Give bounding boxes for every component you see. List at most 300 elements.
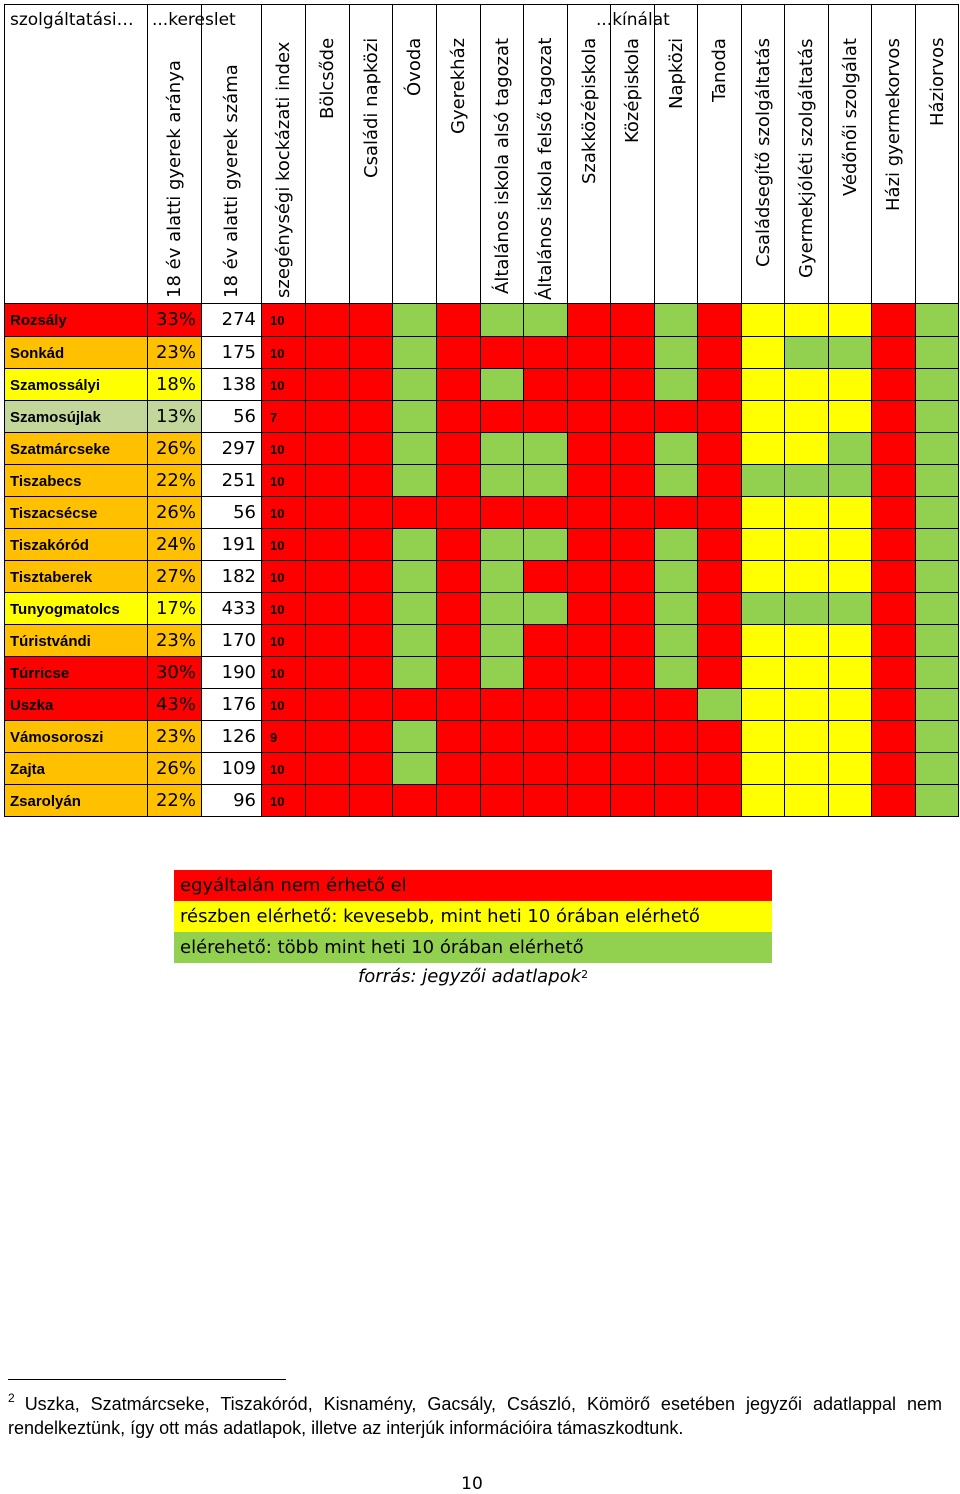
poverty-index-value: 7 (270, 410, 278, 425)
service-availability-cell (481, 433, 524, 465)
poverty-index-value: 10 (270, 474, 285, 489)
column-header: Gyermekjóléti szolgáltatás (796, 38, 817, 278)
service-availability-cell (655, 689, 698, 721)
service-availability-cell (568, 497, 611, 529)
service-availability-cell (611, 785, 655, 817)
service-availability-cell (350, 369, 393, 401)
service-availability-cell (568, 401, 611, 433)
poverty-index-value: 10 (270, 602, 285, 617)
child-share-value: 23% (155, 342, 196, 363)
service-availability-cell (481, 529, 524, 561)
footnote-rule (8, 1379, 286, 1380)
service-availability-cell (481, 721, 524, 753)
service-availability-cell (306, 369, 350, 401)
child-share-value: 13% (155, 406, 196, 427)
service-availability-cell (306, 593, 350, 625)
column-header: Házi gyermekorvos (883, 38, 904, 211)
service-availability-cell (742, 625, 785, 657)
service-availability-cell (306, 625, 350, 657)
column-header: Középiskola (622, 37, 643, 143)
service-availability-cell (481, 369, 524, 401)
header-cell (4, 4, 148, 304)
service-availability-cell (611, 433, 655, 465)
column-header: 18 év alatti gyerek aránya (164, 60, 185, 298)
service-availability-cell (306, 401, 350, 433)
service-availability-cell (481, 657, 524, 689)
poverty-index-value: 10 (270, 506, 285, 521)
service-availability-cell (437, 497, 481, 529)
service-availability-cell (568, 721, 611, 753)
service-availability-cell (437, 625, 481, 657)
service-availability-cell (393, 593, 437, 625)
service-availability-cell (350, 337, 393, 369)
column-header: Védőnői szolgálat (839, 38, 861, 196)
child-count-value: 109 (221, 758, 256, 779)
service-availability-cell (872, 561, 916, 593)
service-availability-cell (568, 304, 611, 337)
child-count-value: 126 (221, 726, 256, 747)
service-availability-cell (698, 337, 742, 369)
service-availability-cell (437, 529, 481, 561)
service-availability-cell (306, 465, 350, 497)
service-availability-cell (785, 337, 829, 369)
header-demand-label: ...kereslet (152, 10, 236, 30)
municipality-name: Tunyogmatolcs (10, 601, 120, 618)
service-availability-cell (655, 561, 698, 593)
service-availability-cell (785, 657, 829, 689)
child-count-value: 175 (221, 342, 256, 363)
service-availability-cell (742, 497, 785, 529)
service-availability-cell (611, 497, 655, 529)
poverty-index-value: 10 (270, 378, 285, 393)
municipality-name: Zsarolyán (10, 793, 81, 810)
service-availability-cell (481, 689, 524, 721)
service-availability-cell (785, 625, 829, 657)
service-availability-cell (655, 529, 698, 561)
service-availability-cell (524, 497, 568, 529)
service-availability-cell (568, 785, 611, 817)
poverty-index-cell (262, 721, 306, 753)
service-availability-cell (655, 625, 698, 657)
service-availability-cell (350, 657, 393, 689)
service-availability-cell (524, 337, 568, 369)
child-share-value: 17% (155, 598, 196, 619)
child-count-value: 297 (221, 438, 256, 459)
service-availability-cell (785, 497, 829, 529)
service-availability-cell (698, 433, 742, 465)
service-availability-cell (524, 529, 568, 561)
service-availability-cell (350, 593, 393, 625)
service-availability-cell (742, 304, 785, 337)
service-availability-cell (785, 785, 829, 817)
child-count-value: 433 (221, 598, 256, 619)
child-share-value: 26% (155, 758, 196, 779)
service-availability-cell (872, 785, 916, 817)
service-availability-cell (611, 561, 655, 593)
service-availability-cell (916, 401, 959, 433)
service-availability-cell (698, 304, 742, 337)
service-availability-cell (742, 401, 785, 433)
service-availability-cell (742, 657, 785, 689)
service-availability-cell (655, 401, 698, 433)
service-availability-cell (916, 529, 959, 561)
poverty-index-value: 9 (270, 730, 278, 745)
municipality-name: Sonkád (10, 345, 65, 362)
service-availability-cell (829, 304, 872, 337)
column-header: Napközi (665, 37, 687, 109)
child-share-value: 22% (155, 470, 196, 491)
service-availability-cell (393, 785, 437, 817)
service-availability-cell (916, 497, 959, 529)
service-availability-cell (437, 337, 481, 369)
service-availability-cell (829, 433, 872, 465)
service-availability-cell (829, 721, 872, 753)
service-availability-cell (350, 753, 393, 785)
municipality-name: Rozsály (10, 312, 67, 329)
service-availability-cell (698, 625, 742, 657)
service-availability-cell (568, 625, 611, 657)
service-availability-cell (742, 433, 785, 465)
child-share-value: 18% (155, 374, 196, 395)
service-availability-cell (611, 753, 655, 785)
service-availability-cell (916, 657, 959, 689)
service-availability-cell (393, 497, 437, 529)
service-availability-cell (437, 561, 481, 593)
service-availability-cell (785, 561, 829, 593)
service-availability-cell (655, 785, 698, 817)
service-availability-cell (611, 401, 655, 433)
service-availability-cell (437, 465, 481, 497)
service-availability-cell (611, 657, 655, 689)
poverty-index-value: 10 (270, 794, 285, 809)
service-availability-cell (698, 753, 742, 785)
service-availability-cell (785, 753, 829, 785)
child-count-value: 56 (233, 406, 256, 427)
service-availability-cell (393, 369, 437, 401)
service-availability-cell (568, 753, 611, 785)
service-availability-cell (350, 689, 393, 721)
poverty-index-value: 10 (270, 442, 285, 457)
service-availability-cell (916, 721, 959, 753)
service-availability-cell (350, 529, 393, 561)
service-availability-cell (568, 465, 611, 497)
child-share-value: 23% (155, 630, 196, 651)
service-availability-cell (524, 689, 568, 721)
service-availability-cell (437, 785, 481, 817)
child-count-value: 170 (221, 630, 256, 651)
service-availability-cell (437, 689, 481, 721)
service-availability-cell (829, 497, 872, 529)
service-availability-cell (524, 433, 568, 465)
service-availability-cell (916, 369, 959, 401)
service-availability-cell (306, 561, 350, 593)
service-availability-cell (393, 753, 437, 785)
poverty-index-value: 10 (270, 666, 285, 681)
service-availability-cell (785, 689, 829, 721)
service-availability-cell (872, 401, 916, 433)
service-availability-cell (306, 689, 350, 721)
service-availability-cell (568, 657, 611, 689)
service-availability-cell (829, 561, 872, 593)
service-availability-cell (655, 369, 698, 401)
service-availability-cell (524, 593, 568, 625)
service-availability-cell (698, 465, 742, 497)
column-header: 18 év alatti gyerek száma (221, 64, 242, 298)
service-availability-cell (524, 721, 568, 753)
service-availability-cell (655, 433, 698, 465)
service-availability-cell (481, 753, 524, 785)
legend-item-available: elérehető: több mint heti 10 órában elérhető (174, 932, 772, 963)
poverty-index-value: 10 (270, 538, 285, 553)
service-availability-cell (437, 401, 481, 433)
service-availability-cell (350, 561, 393, 593)
service-availability-cell (829, 401, 872, 433)
legend (174, 870, 772, 991)
service-availability-cell (785, 593, 829, 625)
column-header: Szakközépiskola (578, 37, 600, 184)
poverty-index-value: 10 (270, 346, 285, 361)
service-availability-cell (611, 593, 655, 625)
service-availability-cell (872, 304, 916, 337)
service-availability-cell (524, 401, 568, 433)
service-availability-cell (524, 753, 568, 785)
service-availability-cell (481, 465, 524, 497)
service-availability-cell (916, 625, 959, 657)
service-availability-cell (655, 721, 698, 753)
service-availability-cell (829, 657, 872, 689)
column-header: Általános iskola felső tagozat (535, 37, 556, 300)
column-header: Családi napközi (360, 37, 382, 178)
service-availability-cell (742, 561, 785, 593)
service-availability-cell (350, 465, 393, 497)
service-availability-cell (393, 337, 437, 369)
footnote-text: Uszka, Szatmárcseke, Tiszakóród, Kisnamény, Gacsály, Császló, Kömörő esetében jegyzői adatlappal nem rendelkeztünk, így ott más adatlapok, illetve az interjúk információira támaszkodtunk. (8, 1394, 942, 1438)
service-availability-cell (393, 465, 437, 497)
service-availability-cell (872, 497, 916, 529)
service-availability-cell (350, 401, 393, 433)
service-availability-cell (872, 433, 916, 465)
service-availability-cell (393, 657, 437, 689)
service-availability-cell (829, 625, 872, 657)
service-availability-cell (872, 753, 916, 785)
service-availability-cell (611, 304, 655, 337)
service-availability-cell (698, 657, 742, 689)
service-availability-cell (872, 657, 916, 689)
child-count-value: 251 (221, 470, 256, 491)
service-availability-cell (655, 753, 698, 785)
service-availability-cell (524, 785, 568, 817)
service-availability-cell (481, 337, 524, 369)
municipality-name: Szamossályi (10, 377, 101, 394)
service-availability-cell (393, 401, 437, 433)
service-availability-cell (611, 369, 655, 401)
service-availability-cell (611, 465, 655, 497)
service-availability-cell (742, 785, 785, 817)
footnote-mark: 2 (8, 1391, 15, 1405)
service-availability-cell (524, 657, 568, 689)
service-availability-cell (481, 561, 524, 593)
footnote (8, 1392, 942, 1440)
child-count-value: 56 (233, 502, 256, 523)
municipality-name: Túrricse (10, 665, 70, 682)
service-availability-cell (916, 593, 959, 625)
service-availability-cell (306, 337, 350, 369)
child-share-value: 43% (155, 694, 196, 715)
service-availability-cell (568, 593, 611, 625)
service-availability-cell (742, 529, 785, 561)
child-count-value: 176 (221, 694, 256, 715)
service-availability-cell (698, 593, 742, 625)
service-availability-cell (568, 689, 611, 721)
service-availability-cell (437, 369, 481, 401)
service-availability-cell (698, 497, 742, 529)
child-share-value: 24% (155, 534, 196, 555)
service-availability-cell (916, 433, 959, 465)
service-availability-cell (350, 433, 393, 465)
service-availability-cell (655, 465, 698, 497)
service-availability-cell (481, 497, 524, 529)
service-availability-cell (350, 785, 393, 817)
service-availability-cell (785, 721, 829, 753)
service-availability-cell (655, 497, 698, 529)
service-availability-cell (524, 625, 568, 657)
service-availability-cell (568, 529, 611, 561)
service-availability-cell (916, 465, 959, 497)
service-availability-cell (742, 689, 785, 721)
service-availability-cell (698, 369, 742, 401)
poverty-index-value: 10 (270, 570, 285, 585)
legend-source (174, 963, 772, 991)
service-availability-cell (611, 625, 655, 657)
service-availability-cell (785, 433, 829, 465)
service-availability-cell (742, 337, 785, 369)
service-availability-cell (829, 529, 872, 561)
column-header: Általános iskola alsó tagozat (491, 37, 513, 294)
service-availability-cell (306, 304, 350, 337)
service-availability-cell (437, 657, 481, 689)
service-availability-cell (350, 625, 393, 657)
service-availability-cell (698, 689, 742, 721)
service-availability-cell (916, 561, 959, 593)
service-availability-cell (350, 497, 393, 529)
service-availability-cell (611, 721, 655, 753)
municipality-name: Tisztaberek (10, 569, 93, 586)
service-availability-cell (393, 689, 437, 721)
service-availability-cell (611, 689, 655, 721)
service-availability-cell (698, 785, 742, 817)
service-availability-cell (393, 529, 437, 561)
service-availability-cell (872, 369, 916, 401)
service-availability-cell (306, 785, 350, 817)
service-availability-cell (437, 721, 481, 753)
poverty-index-value: 10 (270, 762, 285, 777)
service-availability-cell (306, 433, 350, 465)
service-availability-cell (829, 785, 872, 817)
service-availability-cell (829, 753, 872, 785)
service-availability-cell (524, 304, 568, 337)
poverty-index-value: 10 (270, 313, 285, 328)
service-availability-cell (437, 753, 481, 785)
page-number: 10 (461, 1474, 483, 1494)
child-share-value: 26% (155, 502, 196, 523)
legend-source-text: forrás: jegyzői adatlapok (357, 966, 582, 987)
service-availability-cell (393, 561, 437, 593)
service-availability-cell (568, 433, 611, 465)
service-availability-cell (698, 529, 742, 561)
service-availability-cell (785, 465, 829, 497)
service-availability-cell (393, 721, 437, 753)
child-count-value: 182 (221, 566, 256, 587)
service-availability-cell (829, 337, 872, 369)
service-availability-cell (742, 465, 785, 497)
child-count-value: 96 (233, 790, 256, 811)
service-availability-cell (393, 433, 437, 465)
service-availability-cell (872, 593, 916, 625)
child-count-value: 190 (221, 662, 256, 683)
child-share-value: 26% (155, 438, 196, 459)
service-availability-cell (481, 401, 524, 433)
service-availability-cell (350, 721, 393, 753)
poverty-index-value: 10 (270, 698, 285, 713)
service-availability-cell (568, 369, 611, 401)
column-header: Tanoda (709, 38, 730, 102)
service-availability-cell (785, 369, 829, 401)
header-service-label: szolgáltatási… (10, 10, 134, 30)
service-availability-cell (437, 433, 481, 465)
municipality-name: Tiszakóród (10, 537, 89, 554)
service-availability-cell (655, 657, 698, 689)
service-availability-cell (872, 529, 916, 561)
service-availability-cell (916, 785, 959, 817)
service-availability-cell (698, 401, 742, 433)
service-availability-cell (306, 721, 350, 753)
service-availability-cell (785, 401, 829, 433)
service-availability-cell (742, 721, 785, 753)
column-header: Óvoda (404, 37, 425, 96)
legend-item-partial: részben elérhető: kevesebb, mint heti 10 órában elérhető (174, 901, 772, 932)
service-availability-cell (872, 689, 916, 721)
poverty-index-cell (262, 401, 306, 433)
municipality-name: Uszka (10, 697, 54, 714)
service-availability-cell (481, 593, 524, 625)
service-availability-cell (306, 753, 350, 785)
municipality-name: Zajta (10, 761, 46, 778)
service-availability-cell (785, 529, 829, 561)
service-availability-cell (481, 304, 524, 337)
column-header: Háziorvos (926, 37, 948, 126)
child-share-value: 33% (155, 309, 196, 330)
child-count-value: 138 (221, 374, 256, 395)
service-availability-cell (872, 721, 916, 753)
poverty-index-value: 10 (270, 634, 285, 649)
child-share-value: 23% (155, 726, 196, 747)
service-availability-cell (742, 593, 785, 625)
service-availability-cell (829, 465, 872, 497)
service-availability-cell (568, 561, 611, 593)
service-availability-cell (568, 337, 611, 369)
service-availability-cell (916, 304, 959, 337)
child-share-value: 27% (155, 566, 196, 587)
service-availability-cell (916, 337, 959, 369)
municipality-name: Tiszacsécse (10, 505, 98, 522)
service-availability-cell (655, 304, 698, 337)
service-availability-cell (916, 753, 959, 785)
service-availability-cell (481, 785, 524, 817)
header-supply-label: ...kínálat (596, 10, 670, 30)
service-availability-cell (872, 465, 916, 497)
service-availability-cell (524, 465, 568, 497)
service-availability-cell (916, 689, 959, 721)
